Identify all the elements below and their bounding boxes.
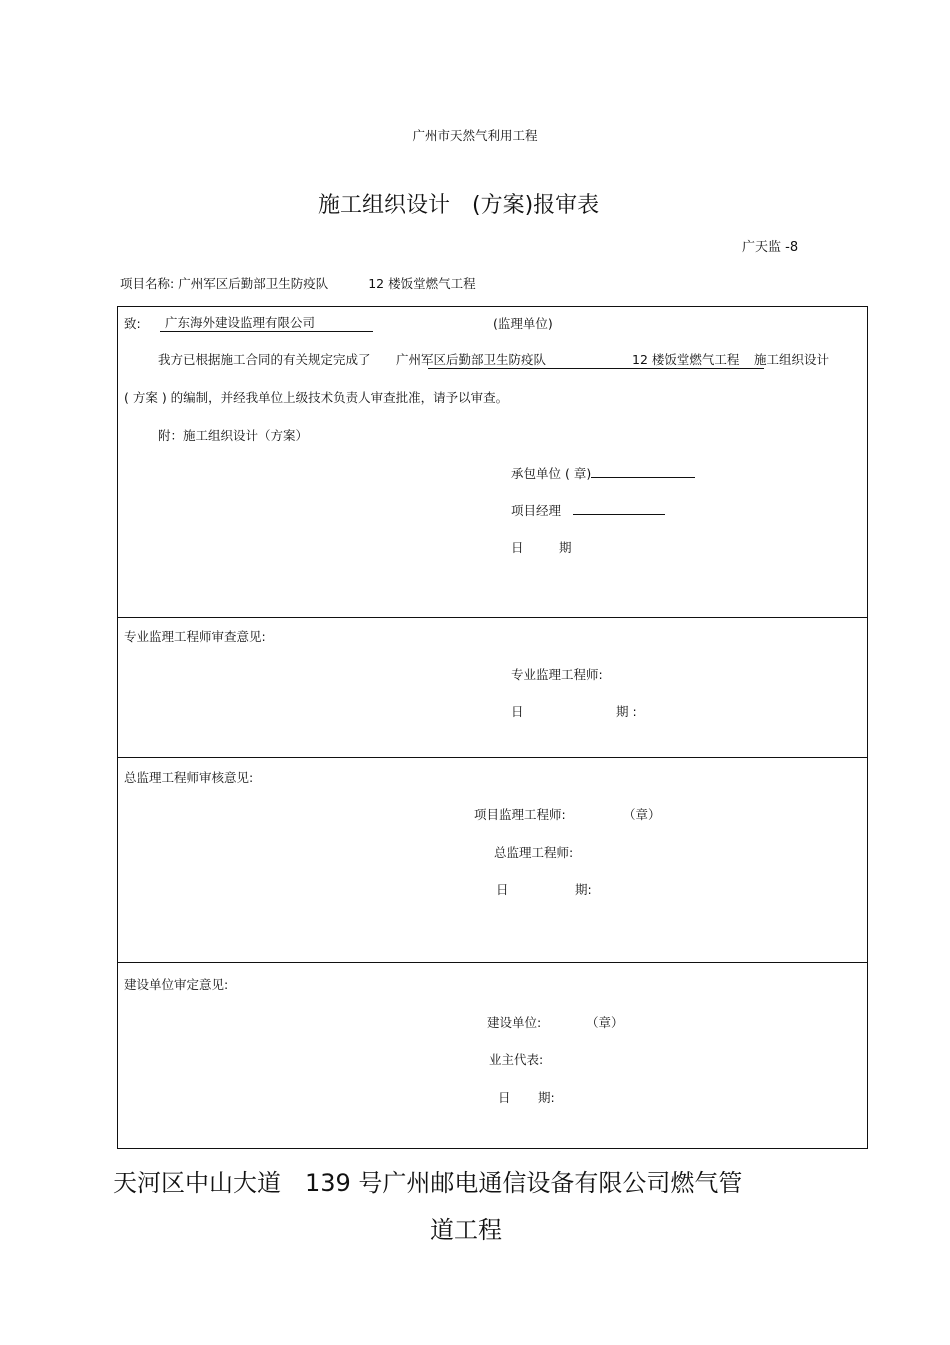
specialist-engineer-label: 专业监理工程师: <box>511 667 603 682</box>
date-label-2: 期 <box>559 540 572 555</box>
owner-seal: （章） <box>586 1015 624 1030</box>
owner-unit-label: 建设单位: <box>487 1015 542 1030</box>
header-project-name: 广州市天然气利用工程 <box>412 128 538 143</box>
body-line1-suffix: 施工组织设计 <box>754 352 830 367</box>
contractor-label: 承包单位 ( 章) <box>511 466 592 481</box>
specialist-date-label-1: 日 <box>511 704 524 719</box>
form-code: 广天监 -8 <box>742 240 799 255</box>
chief-engineer-label: 总监理工程师: <box>494 845 574 860</box>
project-engineer-label: 项目监理工程师: <box>474 807 566 822</box>
specialist-review-heading: 专业监理工程师审查意见: <box>124 629 266 644</box>
manager-row <box>511 501 665 519</box>
project-name-label: 项目名称: <box>120 276 175 291</box>
owner-approval-heading: 建设单位审定意见: <box>124 977 229 992</box>
to-company: 广东海外建设监理有限公司 <box>160 313 373 332</box>
chief-date-label-1: 日 <box>496 882 509 897</box>
project-name-value-part2: 12 楼饭堂燃气工程 <box>368 276 476 291</box>
chief-date-label-2: 期: <box>575 882 592 897</box>
manager-blank <box>573 502 665 515</box>
body-line1-project2: 12 楼饭堂燃气工程 <box>632 352 740 367</box>
body-line1-prefix: 我方已根据施工合同的有关规定完成了 <box>158 352 371 367</box>
project-name-row <box>120 274 476 292</box>
footer-line-2: 道工程 <box>430 1216 502 1244</box>
body-line1-project: 广州军区后勤部卫生防疫队 <box>396 352 547 367</box>
section-chief-review <box>117 757 868 963</box>
owner-date-label-1: 日 <box>498 1090 511 1105</box>
chief-review-heading: 总监理工程师审核意见: <box>124 770 254 785</box>
owner-date-label-2: 期: <box>538 1090 555 1105</box>
contractor-blank <box>591 465 695 478</box>
body-line2: ( 方案 ) 的编制，并经我单位上级技术负责人审查批准，请予以审查。 <box>124 390 509 405</box>
project-name-value-part1: 广州军区后勤部卫生防疫队 <box>178 276 329 291</box>
footer-line-1: 天河区中山大道 139 号广州邮电通信设备有限公司燃气管 <box>113 1169 743 1197</box>
manager-label: 项目经理 <box>511 503 562 518</box>
page-title: 施工组织设计 (方案)报审表 <box>318 193 600 218</box>
to-unit-type: (监理单位) <box>493 316 553 331</box>
chief-seal: （章） <box>623 807 661 822</box>
contractor-seal-row <box>511 464 695 482</box>
attachment-line: 附：施工组织设计（方案） <box>158 428 309 443</box>
owner-rep-label: 业主代表: <box>489 1052 544 1067</box>
specialist-date-label-2: 期 : <box>616 704 637 719</box>
to-label: 致: <box>124 316 141 331</box>
date-label-1: 日 <box>511 540 524 555</box>
